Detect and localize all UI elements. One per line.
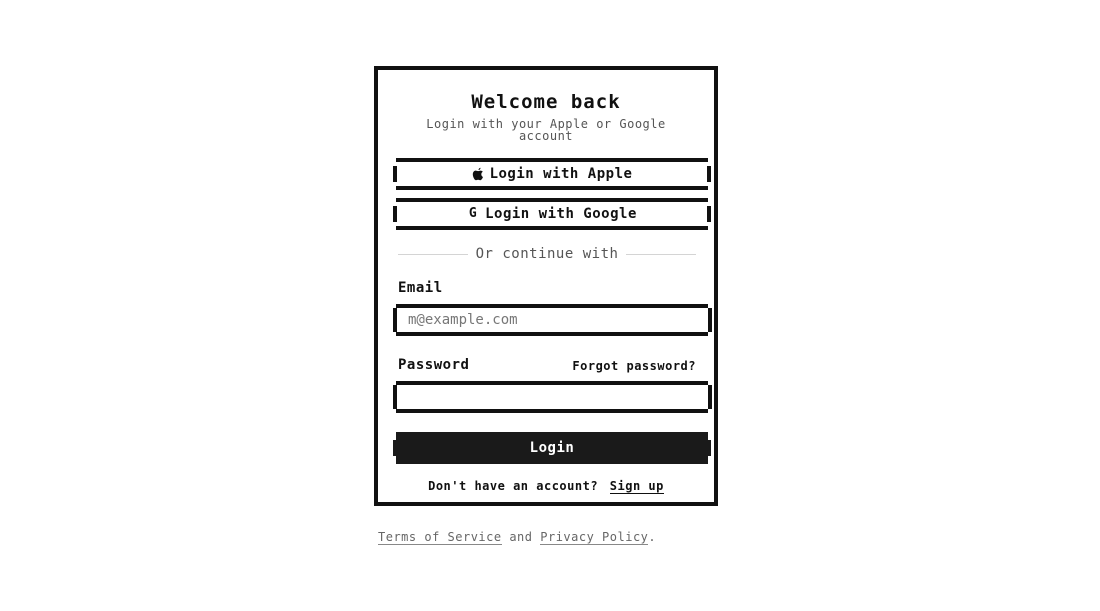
- login-button[interactable]: Login: [396, 432, 708, 464]
- divider: [398, 246, 696, 262]
- login-card: [374, 66, 718, 506]
- email-label: Email: [398, 280, 443, 296]
- divider-line-right: [626, 254, 696, 255]
- password-field[interactable]: [396, 381, 708, 413]
- login-with-apple-button[interactable]: [396, 158, 708, 190]
- terms-of-service-link[interactable]: Terms of Service: [378, 530, 502, 544]
- divider-line-left: [398, 254, 468, 255]
- signup-prompt: Don't have an account?: [428, 479, 599, 493]
- login-with-google-button[interactable]: [396, 198, 708, 230]
- google-icon: G: [468, 206, 478, 221]
- email-field[interactable]: [396, 304, 708, 336]
- page-title: Welcome back: [471, 91, 621, 113]
- page-subtitle: Login with your Apple or Google account: [426, 117, 666, 143]
- password-label: Password: [398, 357, 470, 373]
- legal-footer: [378, 530, 656, 544]
- divider-text: Or continue with: [475, 246, 619, 262]
- google-button-label: Login with Google: [485, 206, 637, 222]
- signup-row: [378, 479, 714, 493]
- apple-button-label: Login with Apple: [489, 166, 633, 182]
- apple-icon: [472, 167, 484, 181]
- footer-period: .: [648, 530, 657, 544]
- sign-up-link[interactable]: Sign up: [609, 479, 664, 493]
- footer-and-text: and: [509, 530, 533, 544]
- forgot-password-link[interactable]: Forgot password?: [572, 359, 696, 373]
- privacy-policy-link[interactable]: Privacy Policy: [540, 530, 649, 544]
